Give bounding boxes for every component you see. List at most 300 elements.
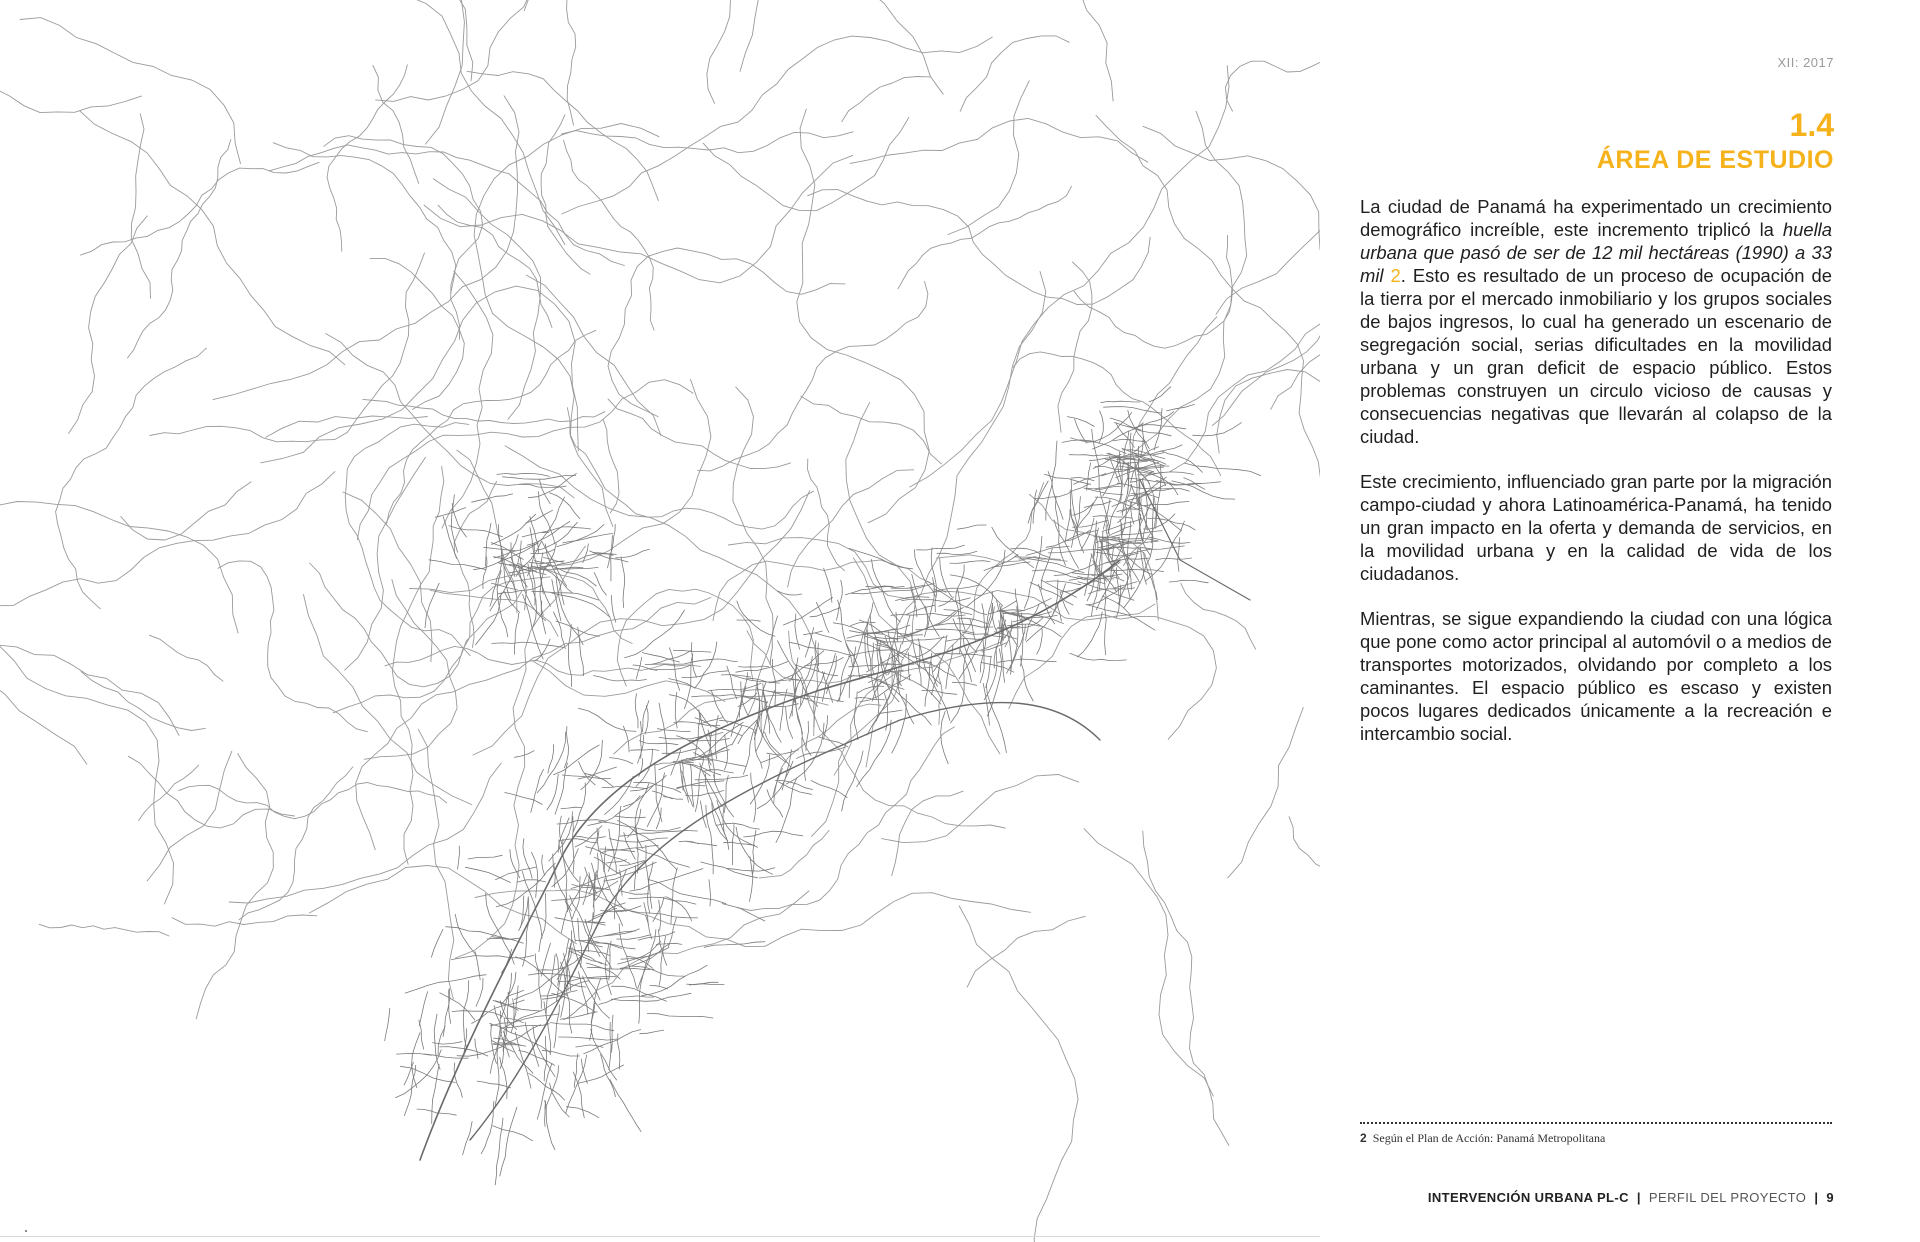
- urban-street: [612, 1015, 613, 1052]
- footnote: [1360, 1131, 1605, 1146]
- urban-street: [663, 797, 682, 800]
- urban-street: [431, 930, 443, 958]
- urban-street: [599, 822, 681, 831]
- urban-street: [1104, 574, 1107, 655]
- urban-street: [724, 775, 728, 812]
- urban-street: [490, 1030, 500, 1073]
- urban-street: [765, 732, 791, 767]
- urban-street: [648, 862, 653, 914]
- road-segment: [229, 763, 501, 903]
- urban-street: [539, 894, 546, 952]
- urban-street: [500, 1107, 517, 1176]
- footnote-divider: [1360, 1122, 1832, 1124]
- road-segment: [1289, 817, 1320, 956]
- urban-street: [932, 665, 940, 694]
- urban-street: [578, 708, 636, 731]
- road-segment: [1271, 259, 1320, 410]
- road-segment: [882, 775, 1079, 843]
- road-segment: [418, 729, 454, 999]
- urban-street: [517, 880, 546, 882]
- urban-street: [624, 833, 636, 860]
- urban-street: [588, 978, 609, 979]
- urban-street: [419, 992, 427, 1026]
- road-segment: [562, 131, 854, 153]
- urban-street: [736, 827, 773, 874]
- road-segment: [373, 66, 419, 184]
- urban-street: [981, 662, 1014, 672]
- urban-street: [1156, 558, 1192, 560]
- urban-street: [1074, 474, 1107, 485]
- urban-street: [706, 659, 738, 662]
- road-segment: [213, 96, 519, 400]
- urban-street: [475, 1039, 478, 1059]
- urban-street: [931, 548, 937, 612]
- urban-street: [635, 784, 649, 849]
- urban-street: [1138, 472, 1194, 475]
- urban-street: [619, 924, 636, 988]
- urban-street: [476, 978, 483, 1006]
- urban-street: [1184, 463, 1260, 476]
- road-segment: [608, 248, 845, 417]
- urban-street: [505, 793, 542, 805]
- urban-street: [966, 550, 1005, 607]
- urban-street: [1070, 653, 1126, 660]
- road-segment: [797, 109, 930, 523]
- road-segment: [385, 646, 701, 675]
- road-segment: [541, 115, 590, 274]
- road-segment: [387, 330, 596, 524]
- road-segment: [376, 0, 603, 101]
- urban-street: [686, 790, 724, 796]
- road-segment: [747, 631, 854, 683]
- road-segment: [430, 590, 558, 636]
- road-segment: [0, 472, 335, 610]
- road-segment: [1181, 583, 1256, 649]
- urban-street: [449, 526, 503, 537]
- road-segment: [808, 190, 1150, 305]
- road-segment: [343, 492, 432, 662]
- urban-street: [970, 619, 976, 642]
- footnote-ref[interactable]: 2: [1390, 265, 1401, 286]
- road-segment: [1073, 0, 1113, 101]
- road-segment: [898, 186, 1072, 288]
- urban-street: [634, 866, 635, 890]
- road-segment: [808, 459, 845, 571]
- road-segment: [150, 253, 425, 442]
- urban-street: [397, 1054, 432, 1056]
- urban-street: [1118, 548, 1138, 604]
- urban-street: [674, 722, 720, 726]
- urban-street: [754, 682, 760, 740]
- urban-street: [484, 547, 515, 550]
- urban-street: [443, 517, 456, 559]
- road-segment: [370, 258, 464, 409]
- urban-street: [635, 694, 638, 728]
- urban-street: [468, 855, 502, 859]
- urban-street: [744, 831, 803, 837]
- urban-street: [542, 855, 545, 875]
- urban-street: [535, 954, 541, 1009]
- paragraph-3: Mientras, se sigue expandiendo la ciudad con una lógica que pone como actor principal al automóvil o a medios de transportes motorizados, olvidando por completo a los caminantes. El espacio público es escaso y existen pocos lugares dedicados únicamente a la recreación e intercambio social.: [1360, 608, 1832, 744]
- urban-street: [1169, 580, 1208, 583]
- urban-street: [902, 616, 910, 645]
- road-segment: [400, 0, 473, 81]
- section-title: ÁREA DE ESTUDIO: [1596, 146, 1834, 174]
- urban-street: [783, 598, 832, 626]
- road-segment: [304, 595, 472, 805]
- road-segment: [39, 924, 169, 936]
- urban-street: [753, 830, 756, 874]
- urban-street: [539, 479, 550, 503]
- urban-street: [618, 941, 661, 964]
- road-segment: [324, 136, 483, 340]
- urban-street: [795, 665, 837, 676]
- road-segment: [150, 635, 224, 681]
- road-segment: [801, 396, 942, 464]
- urban-street: [476, 593, 502, 645]
- urban-street: [701, 862, 758, 878]
- urban-street: [842, 751, 863, 811]
- urban-street: [548, 745, 554, 774]
- urban-street: [689, 984, 724, 985]
- urban-street: [417, 1109, 456, 1115]
- urban-street: [659, 900, 661, 931]
- road-segment: [617, 589, 753, 686]
- urban-street: [1011, 548, 1050, 557]
- urban-street: [597, 871, 623, 926]
- urban-street: [602, 786, 647, 789]
- road-segment: [1009, 615, 1217, 740]
- road-segment: [850, 118, 1148, 163]
- urban-street: [544, 1036, 546, 1081]
- urban-street: [640, 741, 678, 745]
- urban-street: [621, 891, 649, 894]
- road-segment: [0, 625, 173, 904]
- urban-street: [584, 773, 614, 787]
- urban-street: [559, 1037, 617, 1040]
- road-segment: [948, 81, 1029, 235]
- road-segment: [128, 140, 231, 359]
- urban-street: [617, 935, 651, 940]
- road-segment: [81, 672, 205, 731]
- road-segment: [139, 765, 199, 820]
- urban-street: [579, 941, 602, 947]
- urban-street: [838, 600, 853, 667]
- urban-street: [455, 914, 476, 955]
- urban-street: [1021, 656, 1033, 701]
- road-segment: [20, 18, 241, 164]
- urban-street: [805, 658, 843, 666]
- urban-street: [731, 687, 746, 737]
- road-segment: [424, 155, 853, 282]
- urban-street: [562, 839, 598, 843]
- urban-street: [523, 839, 532, 879]
- road-segment: [1228, 708, 1304, 878]
- urban-street: [539, 492, 556, 544]
- urban-street: [594, 573, 606, 596]
- road-segment: [288, 0, 565, 245]
- urban-street: [1167, 404, 1195, 411]
- urban-street: [1065, 509, 1070, 542]
- urban-street: [957, 525, 986, 529]
- urban-street: [628, 809, 641, 837]
- road-segment: [892, 791, 963, 875]
- urban-street: [528, 973, 583, 979]
- urban-street: [1087, 413, 1132, 443]
- urban-street: [636, 750, 653, 787]
- urban-street: [761, 756, 779, 763]
- urban-street: [572, 876, 580, 918]
- road-segment: [866, 272, 1046, 768]
- urban-street: [609, 758, 632, 764]
- road-segment: [121, 482, 251, 540]
- urban-street: [542, 1050, 579, 1056]
- road-segment: [0, 502, 238, 634]
- body-text: [1360, 195, 1832, 767]
- road-segment: [0, 65, 141, 113]
- urban-street: [806, 721, 809, 750]
- road-segment: [564, 140, 655, 330]
- road-segment: [179, 783, 447, 819]
- urban-street: [691, 643, 696, 678]
- road-segment: [959, 906, 1078, 1242]
- road-segment: [356, 598, 711, 850]
- urban-street: [644, 903, 648, 925]
- urban-street: [815, 633, 842, 642]
- urban-street: [621, 557, 625, 608]
- urban-street: [647, 1013, 713, 1018]
- urban-street: [477, 1081, 511, 1088]
- urban-street: [544, 1002, 551, 1055]
- urban-street: [541, 943, 550, 976]
- urban-street: [1120, 585, 1121, 604]
- header-year: XII: 2017: [1777, 55, 1834, 70]
- urban-street: [1026, 546, 1069, 555]
- urban-street: [630, 869, 703, 892]
- urban-street: [668, 918, 676, 947]
- urban-street: [546, 955, 555, 1016]
- urban-street: [1069, 455, 1117, 457]
- urban-street: [789, 642, 854, 656]
- road-segment: [910, 66, 1229, 487]
- urban-street: [640, 1030, 664, 1034]
- urban-street: [709, 880, 711, 906]
- urban-street: [554, 866, 571, 911]
- urban-street: [1046, 581, 1081, 585]
- road-segment: [273, 143, 456, 293]
- urban-street: [472, 494, 513, 502]
- urban-street: [486, 523, 492, 566]
- urban-street: [695, 642, 717, 688]
- urban-street: [680, 763, 689, 802]
- urban-street: [529, 1073, 565, 1100]
- urban-street: [405, 975, 486, 993]
- road-segment: [532, 660, 725, 701]
- urban-street: [1060, 592, 1069, 615]
- urban-street: [599, 996, 654, 1005]
- road-segment: [740, 0, 1034, 71]
- urban-street: [634, 782, 681, 792]
- urban-street: [404, 1062, 413, 1085]
- urban-street: [629, 966, 685, 976]
- road-segment: [567, 0, 576, 125]
- urban-street: [727, 868, 775, 871]
- urban-street: [659, 732, 723, 738]
- urban-street: [1057, 602, 1062, 621]
- road-segment: [810, 0, 943, 94]
- urban-street: [1000, 610, 1025, 611]
- urban-street: [638, 932, 675, 940]
- urban-street: [986, 684, 1006, 752]
- urban-street: [701, 750, 730, 758]
- road-segment: [467, 71, 658, 200]
- urban-street: [557, 554, 616, 565]
- urban-street: [937, 551, 977, 554]
- page-bottom-rule: [0, 1236, 1320, 1237]
- running-footer: INTERVENCIÓN URBANA PL-C | PERFIL DEL PROYECTO | 9: [1427, 1190, 1834, 1205]
- urban-street: [583, 877, 589, 905]
- urban-street: [537, 732, 565, 793]
- urban-street: [750, 755, 769, 804]
- urban-street: [429, 560, 486, 570]
- urban-street: [816, 602, 829, 632]
- road-segment: [596, 891, 809, 991]
- road-segment: [811, 402, 915, 836]
- urban-street: [620, 861, 645, 866]
- road-segment: [379, 0, 465, 144]
- road-segment: [128, 756, 294, 828]
- urban-street: [782, 761, 793, 790]
- urban-street: [919, 639, 920, 668]
- road-segment: [172, 915, 317, 926]
- urban-street: [555, 763, 567, 814]
- urban-street: [695, 710, 700, 757]
- page-mark-dot: [25, 1230, 27, 1232]
- urban-street: [703, 770, 733, 773]
- road-segment: [759, 830, 829, 878]
- urban-street: [811, 781, 847, 798]
- urban-street: [637, 849, 690, 868]
- urban-street: [545, 1101, 555, 1150]
- urban-street: [433, 1042, 462, 1044]
- urban-street: [1087, 463, 1091, 490]
- urban-street: [847, 641, 880, 650]
- road-segment: [1170, 313, 1320, 472]
- urban-street: [1041, 548, 1052, 590]
- urban-street: [934, 589, 987, 615]
- urban-street: [1048, 472, 1063, 520]
- road-segment: [0, 634, 179, 736]
- urban-street: [547, 774, 558, 810]
- urban-street: [610, 1080, 641, 1132]
- road-segment: [131, 114, 150, 299]
- urban-street: [915, 550, 936, 597]
- urban-street: [481, 1101, 494, 1154]
- urban-street: [983, 683, 989, 725]
- paragraph-2: Este crecimiento, influenciado gran parte por la migración campo-ciudad y ahora Latinoamérica-Panamá, ha tenido un gran impacto en la oferta y demanda de servicios, en la movilidad urbana y en la calidad de vida de los ciudadanos.: [1360, 471, 1832, 584]
- urban-street: [940, 558, 952, 597]
- right-page: [1360, 0, 1920, 1242]
- urban-street: [579, 761, 596, 785]
- urban-street: [564, 727, 568, 768]
- urban-street: [854, 692, 858, 740]
- urban-street: [495, 867, 536, 880]
- urban-street: [872, 643, 874, 674]
- urban-street: [1073, 497, 1098, 516]
- road-segment: [327, 65, 407, 252]
- urban-street: [620, 943, 670, 968]
- airport-runway: [1140, 480, 1250, 600]
- urban-street: [652, 650, 692, 664]
- urban-street: [896, 612, 898, 642]
- road-segment: [0, 434, 87, 764]
- urban-street: [609, 941, 611, 980]
- urban-street: [496, 863, 555, 907]
- urban-street: [1084, 501, 1111, 507]
- urban-street: [636, 657, 641, 679]
- section-number: 1.4: [1789, 107, 1834, 143]
- urban-street: [650, 986, 668, 989]
- urban-street: [554, 1005, 559, 1048]
- road-segment: [239, 767, 353, 920]
- page-number: 9: [1826, 1190, 1834, 1205]
- footnote-text: Según el Plan de Acción: Panamá Metropolitana: [1372, 1131, 1606, 1145]
- urban-street: [868, 625, 910, 633]
- road-segment: [603, 420, 619, 513]
- urban-street: [487, 938, 519, 939]
- urban-street: [858, 686, 884, 693]
- urban-street: [950, 561, 990, 564]
- urban-street: [572, 817, 574, 874]
- urban-street: [571, 860, 648, 889]
- urban-street: [568, 625, 571, 687]
- highlight-quote: huella urbana que pasó de ser de 12 mil hectáreas (1990) a 33 mil: [1360, 219, 1832, 286]
- urban-street: [578, 1065, 623, 1083]
- road-segment: [1074, 235, 1232, 348]
- road-segment: [524, 0, 730, 103]
- urban-street: [1056, 496, 1066, 565]
- urban-street: [458, 846, 460, 869]
- urban-street: [1104, 407, 1162, 413]
- urban-street: [671, 868, 677, 924]
- urban-street: [941, 711, 949, 764]
- urban-street: [404, 1065, 415, 1115]
- footer-project: INTERVENCIÓN URBANA PL-C: [1427, 1190, 1629, 1205]
- urban-street: [1101, 401, 1140, 403]
- road-segment: [196, 754, 273, 1019]
- footer-section: PERFIL DEL PROYECTO: [1648, 1190, 1807, 1205]
- footnote-number: 2: [1360, 1131, 1367, 1145]
- road-segment: [345, 457, 426, 670]
- urban-street: [497, 571, 508, 637]
- urban-street: [554, 745, 600, 775]
- road-segment: [1143, 831, 1229, 1145]
- urban-street: [563, 534, 613, 543]
- road-segment: [1058, 262, 1092, 432]
- urban-street: [1053, 580, 1058, 614]
- road-segment: [526, 275, 661, 435]
- urban-street: [588, 913, 593, 952]
- road-segment: [960, 36, 1069, 111]
- urban-street: [956, 565, 965, 601]
- road-segment: [608, 399, 791, 469]
- urban-street: [531, 769, 544, 812]
- urban-street: [917, 545, 965, 550]
- urban-street: [1086, 604, 1155, 630]
- urban-street: [561, 807, 582, 808]
- urban-street: [1045, 474, 1091, 484]
- urban-street: [824, 568, 832, 602]
